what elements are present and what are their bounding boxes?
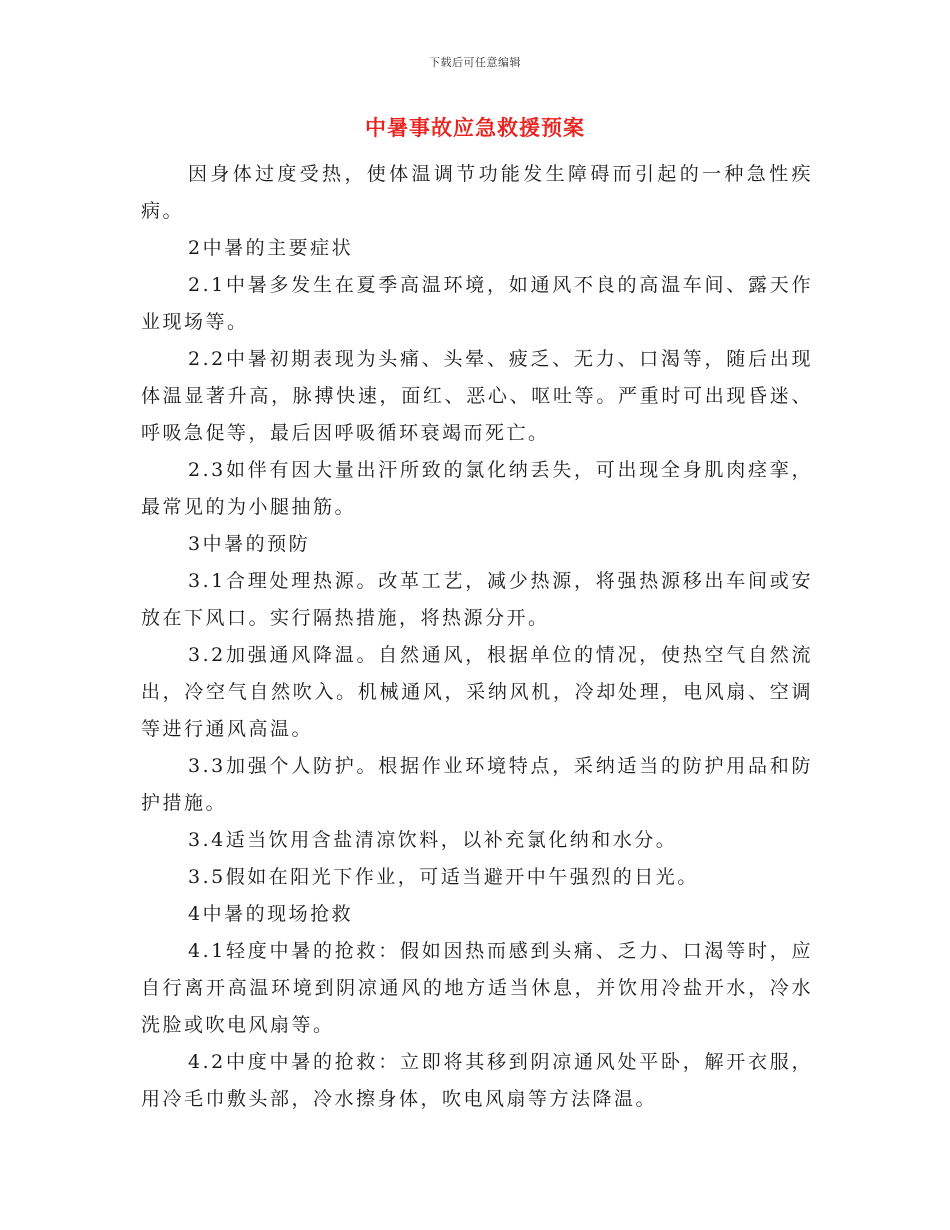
paragraph: 3.1合理处理热源。改革工艺，减少热源，将强热源移出车间或安放在下风口。实行隔热措施，将热源分开。 (141, 570, 813, 629)
paragraph: 2.1中暑多发生在夏季高温环境，如通风不良的高温车间、露天作业现场等。 (141, 274, 813, 333)
document-title: 中暑事故应急救援预案 (365, 115, 585, 140)
section-heading: 4中暑的现场抢救 (188, 903, 354, 925)
document-body (141, 156, 813, 1118)
paragraph: 2.2中暑初期表现为头痛、头晕、疲乏、无力、口渴等，随后出现体温显著升高，脉搏快速，面红、恶心、呕吐等。严重时可出现昏迷、呼吸急促等，最后因呼吸循环衰竭而死亡。 (141, 348, 813, 444)
paragraph: 3.5假如在阳光下作业，可适当避开中午强烈的日光。 (188, 866, 699, 888)
paragraph: 4.2中度中暑的抢救：立即将其移到阴凉通风处平卧，解开衣服，用冷毛巾敷头部，冷水擦身体，吹电风扇等方法降温。 (141, 1051, 813, 1110)
paragraph: 因身体过度受热，使体温调节功能发生障碍而引起的一种急性疾病。 (141, 163, 813, 222)
paragraph: 3.2加强通风降温。自然通风，根据单位的情况，使热空气自然流出，冷空气自然吹入。机械通风，采纳风机，冷却处理，电风扇、空调等进行通风高温。 (141, 644, 813, 740)
paragraph: 2.3如伴有因大量出汗所致的氯化纳丢失，可出现全身肌肉痉挛，最常见的为小腿抽筋。 (141, 459, 813, 518)
paragraph: 4.1轻度中暑的抢救：假如因热而感到头痛、乏力、口渴等时，应自行离开高温环境到阴凉通风的地方适当休息，并饮用冷盐开水，冷水洗脸或吹电风扇等。 (141, 940, 813, 1036)
page-header-note: 下载后可任意编辑 (429, 56, 521, 69)
section-heading: 3中暑的预防 (188, 533, 311, 555)
paragraph: 3.4适当饮用含盐清凉饮料，以补充氯化纳和水分。 (188, 829, 678, 851)
section-heading: 2中暑的主要症状 (188, 237, 354, 259)
paragraph: 3.3加强个人防护。根据作业环境特点，采纳适当的防护用品和防护措施。 (141, 755, 813, 814)
